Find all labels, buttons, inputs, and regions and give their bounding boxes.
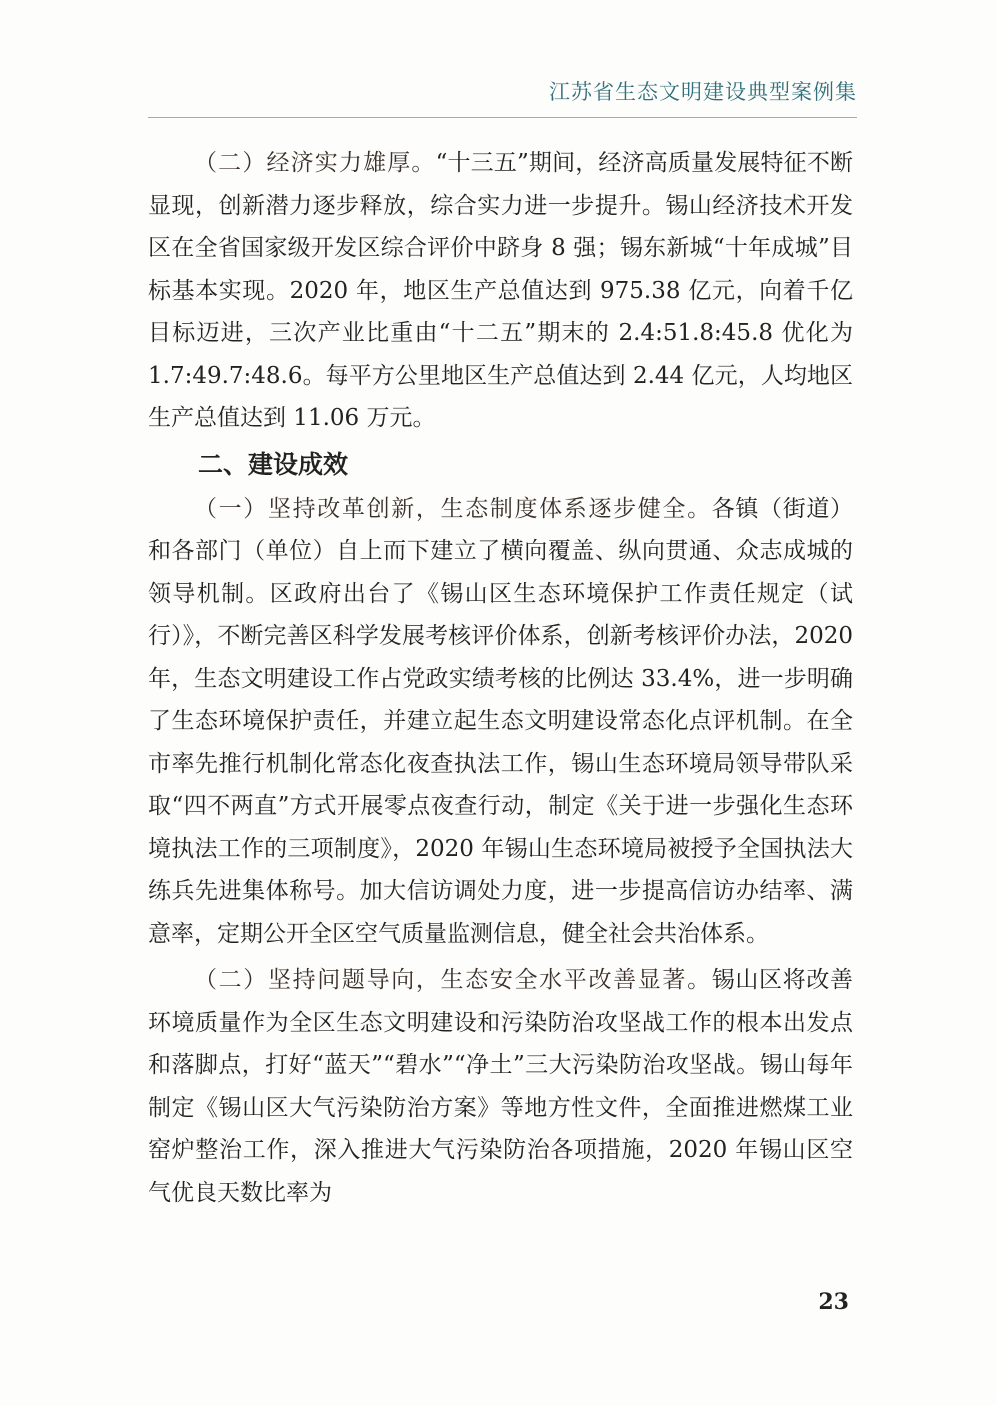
paragraph-lead: （一）坚持改革创新，生态制度体系逐步健全。 [194, 495, 712, 522]
page-body [148, 142, 853, 1218]
page-number: 23 [818, 1289, 849, 1315]
paragraph-lead: （二）经济实力雄厚。 [194, 150, 436, 176]
paragraph-lead: （二）坚持问题导向，生态安全水平改善显著。 [194, 967, 712, 993]
paragraph-economic-strength [148, 142, 853, 440]
section-heading: 二、建设成效 [198, 449, 349, 479]
running-header: 江苏省生态文明建设典型案例集 [549, 80, 857, 104]
paragraph-problem-orientation [148, 959, 853, 1214]
paragraph-reform-innovation [148, 488, 853, 956]
paragraph-text: “十三五”期间，经济高质量发展特征不断显现，创新潜力逐步释放，综合实力进一步提升。锡山经济技术开发区在全省国家级开发区综合评价中跻身 8 强；锡东新城“十年成城”目标基本实现。2020 年，地区生产总值达到 975.38 亿元，向着千亿目标迈进，三次产业比重由“十二五”期末的 2.4:51.8:45.8 优化为 1.7:49.7:48.6。每平方公里地区生产总值达到 2.44 亿元，人均地区生产总值达到 11.06 万元。 [148, 150, 853, 431]
header-divider [148, 117, 857, 118]
paragraph-text: 各镇（街道）和各部门（单位）自上而下建立了横向覆盖、纵向贯通、众志成城的领导机制。区政府出台了《锡山区生态环境保护工作责任规定（试行）》，不断完善区科学发展考核评价体系，创新考核评价办法，2020 年，生态文明建设工作占党政实绩考核的比例达 33.4%，进一步明确了生态环境保护责任，并建立起生态文明建设常态化点评机制。在全市率先推行机制化常态化夜查执法工作，锡山生态环境局领导带队采取“四不两直”方式开展零点夜查行动，制定《关于进一步强化生态环境执法工作的三项制度》，2020 年锡山生态环境局被授予全国执法大练兵先进集体称号。加大信访调处力度，进一步提高信访办结率、满意率，定期公开全区空气质量监测信息，健全社会共治体系。 [148, 495, 854, 947]
paragraph-text: 锡山区将改善环境质量作为全区生态文明建设和污染防治攻坚战工作的根本出发点和落脚点，打好“蓝天”“碧水”“净土”三大污染防治攻坚战。锡山每年制定《锡山区大气污染防治方案》等地方性文件，全面推进燃煤工业窑炉整治工作，深入推进大气污染防治各项措施，2020 年锡山区空气优良天数比率为 [148, 967, 854, 1206]
